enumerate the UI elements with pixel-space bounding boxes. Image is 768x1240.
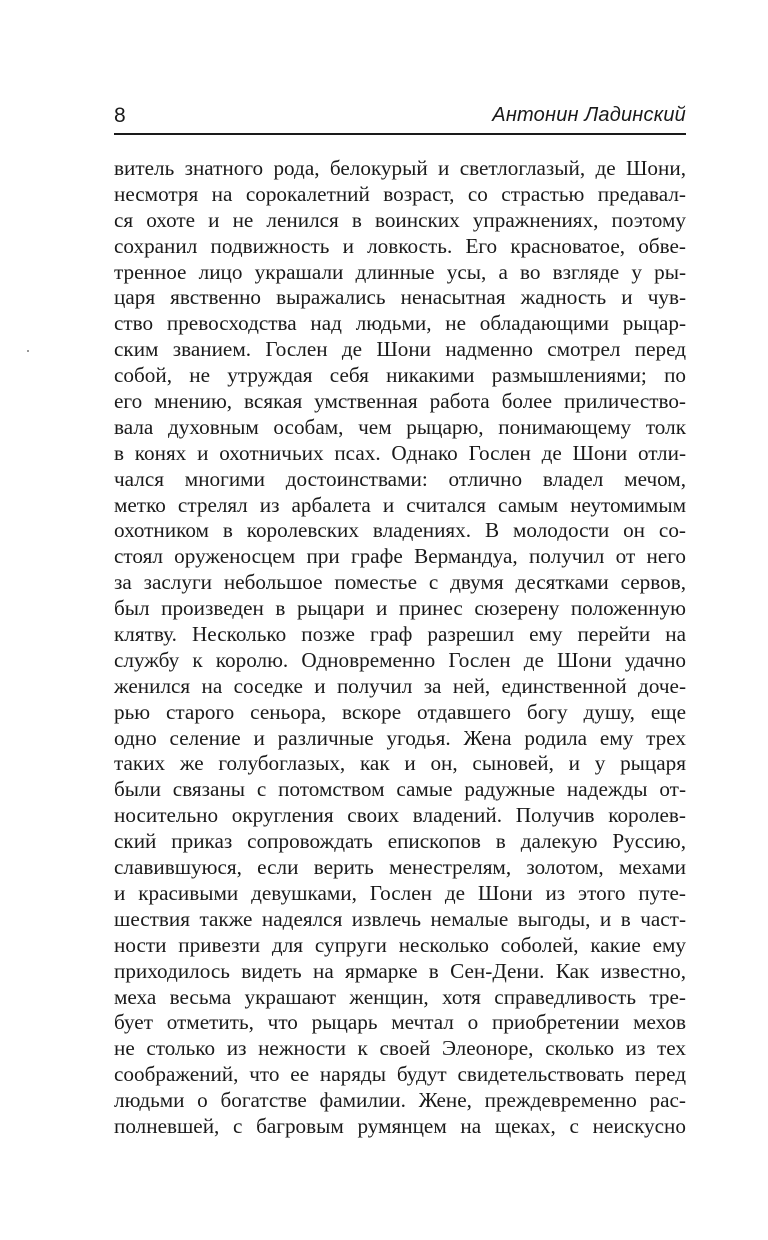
text-line: женился на соседке и получил за ней, единственной доче- (114, 673, 686, 698)
text-line: были связаны с потомством самые радужные надежды от- (114, 777, 686, 802)
text-line: людьми о богатстве фамилии. Жене, преждевременно рас- (114, 1088, 686, 1113)
text-line: приходилось видеть на ярмарке в Сен-Дени. Как известно, (114, 958, 686, 983)
page-header (114, 100, 686, 134)
text-line: его мнению, всякая умственная работа более приличество- (114, 389, 686, 414)
header-rule (114, 133, 686, 135)
body-text (114, 156, 686, 1140)
running-head: Антонин Ладинский (492, 104, 686, 126)
text-line: славившуюся, если верить менестрелям, золотом, мехами (114, 855, 686, 880)
text-line: рью старого сеньора, вскоре отдавшего богу душу, еще (114, 699, 686, 724)
text-line: витель знатного рода, белокурый и светлоглазый, де Шони, (114, 156, 686, 180)
text-line: полневшей, с багровым румянцем на щеках, с неискусно (114, 1113, 686, 1138)
text-line: охотником в королевских владениях. В молодости он со- (114, 518, 686, 543)
text-line: ским званием. Гослен де Шони надменно смотрел перед (114, 337, 686, 362)
text-line: за заслуги небольшое поместье с двумя десятками сервов, (114, 570, 686, 595)
text-line: сохранил подвижность и ловкость. Его красноватое, обве- (114, 233, 686, 258)
scan-speck (27, 350, 29, 352)
text-line: носительно округления своих владений. Получив королев- (114, 803, 686, 828)
text-line: соображений, что ее наряды будут свидетельствовать перед (114, 1062, 686, 1087)
text-line: клятву. Несколько позже граф разрешил ему перейти на (114, 622, 686, 647)
text-line: таких же голубоглазых, как и он, сыновей, и у рыцаря (114, 751, 686, 776)
page-number: 8 (114, 104, 126, 127)
text-line: тренное лицо украшали длинные усы, а во взгляде у ры- (114, 259, 686, 284)
text-line: ский приказ сопровождать епископов в далекую Руссию, (114, 829, 686, 854)
text-line: в конях и охотничьих псах. Однако Гослен де Шони отли- (114, 440, 686, 465)
text-line: ности привезти для супруги несколько соболей, какие ему (114, 932, 686, 957)
text-line: вала духовным особам, чем рыцарю, понимающему толк (114, 414, 686, 439)
text-line: не столько из нежности к своей Элеоноре, сколько из тех (114, 1036, 686, 1061)
text-line: ся охоте и не ленился в воинских упражнениях, поэтому (114, 207, 686, 232)
text-line: ство превосходства над людьми, не обладающими рыцар- (114, 311, 686, 336)
text-line: одно селение и различные угодья. Жена родила ему трех (114, 725, 686, 750)
text-line: собой, не утруждая себя никакими размышлениями; по (114, 363, 686, 388)
text-line: шествия также надеялся извлечь немалые выгоды, и в част- (114, 906, 686, 931)
text-line: меха весьма украшают женщин, хотя справедливость тре- (114, 984, 686, 1009)
text-line: царя явственно выражались ненасытная жадность и чув- (114, 285, 686, 310)
text-line: был произведен в рыцари и принес сюзерену положенную (114, 596, 686, 621)
text-line: чался многими достоинствами: отлично владел мечом, (114, 466, 686, 491)
text-line: несмотря на сорокалетний возраст, со страстью предавал- (114, 181, 686, 206)
text-line: бует отметить, что рыцарь мечтал о приобретении мехов (114, 1010, 686, 1035)
text-line: и красивыми девушками, Гослен де Шони из этого путе- (114, 880, 686, 905)
text-line: стоял оруженосцем при графе Вермандуа, получил от него (114, 544, 686, 569)
text-line: метко стрелял из арбалета и считался самым неутомимым (114, 492, 686, 517)
text-line: службу к королю. Одновременно Гослен де Шони удачно (114, 647, 686, 672)
